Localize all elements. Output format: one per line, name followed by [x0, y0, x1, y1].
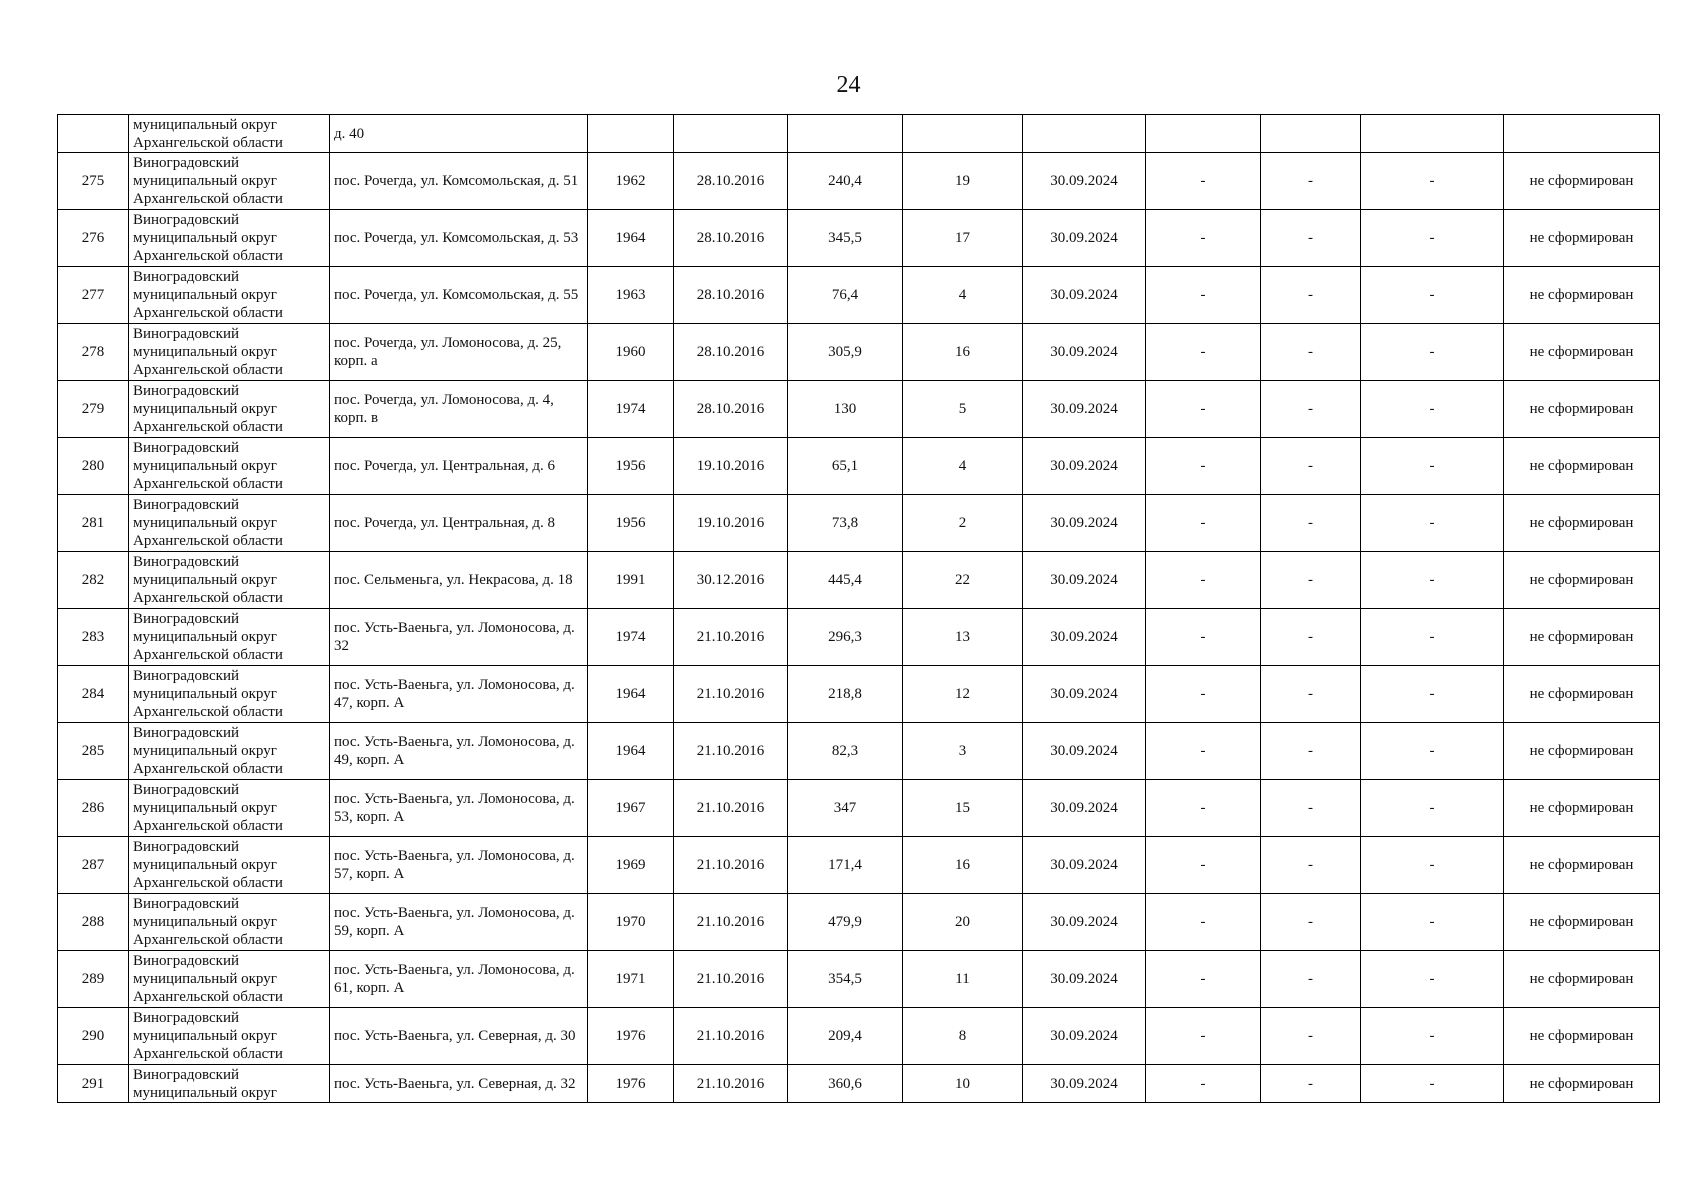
cell-municipality: Виноградовский муниципальный округ Архангельской области	[129, 267, 330, 324]
cell-col2: -	[1261, 324, 1361, 381]
cell-col3: -	[1361, 723, 1504, 780]
cell-area: 218,8	[788, 666, 903, 723]
table-row	[58, 438, 1660, 495]
cell-area: 240,4	[788, 153, 903, 210]
cell-number: 279	[58, 381, 129, 438]
cell-number: 283	[58, 609, 129, 666]
cell-status: не сформирован	[1504, 267, 1660, 324]
cell-year: 1976	[588, 1008, 674, 1065]
cell-date: 21.10.2016	[674, 780, 788, 837]
cell-deadline: 30.09.2024	[1023, 210, 1146, 267]
cell-year: 1964	[588, 666, 674, 723]
cell-date: 28.10.2016	[674, 153, 788, 210]
cell-municipality: муниципальный округ Архангельской области	[129, 115, 330, 153]
cell-residents: 3	[903, 723, 1023, 780]
cell-address: пос. Усть-Ваеньга, ул. Ломоносова, д. 47, корп. А	[330, 666, 588, 723]
cell-deadline: 30.09.2024	[1023, 894, 1146, 951]
cell-date: 21.10.2016	[674, 723, 788, 780]
cell-status: не сформирован	[1504, 609, 1660, 666]
table-row	[58, 780, 1660, 837]
cell-col1: -	[1146, 951, 1261, 1008]
cell-deadline: 30.09.2024	[1023, 780, 1146, 837]
cell-area: 209,4	[788, 1008, 903, 1065]
cell-col2: -	[1261, 210, 1361, 267]
cell-date: 21.10.2016	[674, 837, 788, 894]
cell-address: пос. Усть-Ваеньга, ул. Ломоносова, д. 49, корп. А	[330, 723, 588, 780]
cell-municipality: Виноградовский муниципальный округ Архангельской области	[129, 837, 330, 894]
cell-year: 1956	[588, 495, 674, 552]
table-row	[58, 609, 1660, 666]
cell-deadline: 30.09.2024	[1023, 837, 1146, 894]
cell-col3: -	[1361, 324, 1504, 381]
cell-year: 1976	[588, 1065, 674, 1103]
cell-year: 1964	[588, 210, 674, 267]
cell-residents: 15	[903, 780, 1023, 837]
cell-col2: -	[1261, 1008, 1361, 1065]
cell-residents: 12	[903, 666, 1023, 723]
cell-status: не сформирован	[1504, 324, 1660, 381]
table-row	[58, 267, 1660, 324]
cell-number: 277	[58, 267, 129, 324]
cell-area: 479,9	[788, 894, 903, 951]
cell-number: 275	[58, 153, 129, 210]
cell-col2	[1261, 115, 1361, 153]
cell-number: 291	[58, 1065, 129, 1103]
cell-residents: 13	[903, 609, 1023, 666]
cell-residents: 10	[903, 1065, 1023, 1103]
cell-residents: 5	[903, 381, 1023, 438]
cell-status: не сформирован	[1504, 1065, 1660, 1103]
cell-address: пос. Усть-Ваеньга, ул. Ломоносова, д. 57, корп. А	[330, 837, 588, 894]
cell-municipality: Виноградовский муниципальный округ Архангельской области	[129, 153, 330, 210]
cell-date: 21.10.2016	[674, 609, 788, 666]
cell-year: 1963	[588, 267, 674, 324]
cell-status: не сформирован	[1504, 552, 1660, 609]
cell-col1: -	[1146, 609, 1261, 666]
cell-col2: -	[1261, 951, 1361, 1008]
cell-deadline: 30.09.2024	[1023, 153, 1146, 210]
cell-col1: -	[1146, 153, 1261, 210]
cell-col2: -	[1261, 837, 1361, 894]
cell-municipality: Виноградовский муниципальный округ Архангельской области	[129, 495, 330, 552]
cell-address: пос. Усть-Ваеньга, ул. Ломоносова, д. 53, корп. А	[330, 780, 588, 837]
cell-status	[1504, 115, 1660, 153]
cell-address: пос. Рочегда, ул. Центральная, д. 8	[330, 495, 588, 552]
cell-col2: -	[1261, 894, 1361, 951]
table-row	[58, 1008, 1660, 1065]
cell-year: 1964	[588, 723, 674, 780]
cell-status: не сформирован	[1504, 1008, 1660, 1065]
cell-municipality: Виноградовский муниципальный округ Архангельской области	[129, 894, 330, 951]
cell-col1: -	[1146, 495, 1261, 552]
cell-area: 65,1	[788, 438, 903, 495]
cell-address: д. 40	[330, 115, 588, 153]
cell-col3: -	[1361, 438, 1504, 495]
cell-deadline: 30.09.2024	[1023, 666, 1146, 723]
table-row	[58, 951, 1660, 1008]
cell-col3: -	[1361, 153, 1504, 210]
cell-deadline	[1023, 115, 1146, 153]
cell-address: пос. Рочегда, ул. Комсомольская, д. 53	[330, 210, 588, 267]
cell-col2: -	[1261, 438, 1361, 495]
cell-col3: -	[1361, 381, 1504, 438]
cell-area: 130	[788, 381, 903, 438]
cell-col1: -	[1146, 438, 1261, 495]
cell-date: 21.10.2016	[674, 951, 788, 1008]
cell-col3: -	[1361, 552, 1504, 609]
cell-address: пос. Рочегда, ул. Комсомольская, д. 55	[330, 267, 588, 324]
cell-status: не сформирован	[1504, 837, 1660, 894]
cell-col3: -	[1361, 210, 1504, 267]
cell-residents: 4	[903, 438, 1023, 495]
cell-residents: 16	[903, 837, 1023, 894]
cell-col1: -	[1146, 324, 1261, 381]
cell-area: 73,8	[788, 495, 903, 552]
cell-number: 280	[58, 438, 129, 495]
cell-number: 282	[58, 552, 129, 609]
cell-year: 1960	[588, 324, 674, 381]
cell-year: 1956	[588, 438, 674, 495]
cell-deadline: 30.09.2024	[1023, 495, 1146, 552]
cell-col1: -	[1146, 552, 1261, 609]
cell-date: 19.10.2016	[674, 495, 788, 552]
table-row	[58, 495, 1660, 552]
cell-col3: -	[1361, 1008, 1504, 1065]
cell-municipality: Виноградовский муниципальный округ Архангельской области	[129, 609, 330, 666]
cell-residents: 2	[903, 495, 1023, 552]
table-row	[58, 666, 1660, 723]
cell-area	[788, 115, 903, 153]
cell-date: 21.10.2016	[674, 666, 788, 723]
cell-year	[588, 115, 674, 153]
cell-col3: -	[1361, 894, 1504, 951]
cell-col2: -	[1261, 267, 1361, 324]
cell-status: не сформирован	[1504, 381, 1660, 438]
cell-area: 445,4	[788, 552, 903, 609]
cell-residents: 4	[903, 267, 1023, 324]
cell-col2: -	[1261, 723, 1361, 780]
table-row	[58, 552, 1660, 609]
cell-area: 360,6	[788, 1065, 903, 1103]
cell-col2: -	[1261, 1065, 1361, 1103]
cell-col1: -	[1146, 723, 1261, 780]
cell-municipality: Виноградовский муниципальный округ Архангельской области	[129, 324, 330, 381]
cell-area: 305,9	[788, 324, 903, 381]
cell-deadline: 30.09.2024	[1023, 1008, 1146, 1065]
cell-col2: -	[1261, 666, 1361, 723]
cell-col1: -	[1146, 210, 1261, 267]
cell-residents: 20	[903, 894, 1023, 951]
cell-col1: -	[1146, 894, 1261, 951]
cell-deadline: 30.09.2024	[1023, 609, 1146, 666]
cell-year: 1974	[588, 381, 674, 438]
cell-number: 289	[58, 951, 129, 1008]
cell-residents: 22	[903, 552, 1023, 609]
cell-residents: 17	[903, 210, 1023, 267]
table-row	[58, 894, 1660, 951]
table-row	[58, 723, 1660, 780]
cell-col1: -	[1146, 666, 1261, 723]
cell-number: 284	[58, 666, 129, 723]
cell-col2: -	[1261, 609, 1361, 666]
table-row	[58, 1065, 1660, 1103]
cell-address: пос. Сельменьга, ул. Некрасова, д. 18	[330, 552, 588, 609]
cell-municipality: Виноградовский муниципальный округ Архангельской области	[129, 210, 330, 267]
cell-address: пос. Усть-Ваеньга, ул. Северная, д. 32	[330, 1065, 588, 1103]
cell-col1: -	[1146, 381, 1261, 438]
cell-status: не сформирован	[1504, 780, 1660, 837]
cell-col3: -	[1361, 837, 1504, 894]
cell-col3	[1361, 115, 1504, 153]
table-row	[58, 324, 1660, 381]
cell-municipality: Виноградовский муниципальный округ Архангельской области	[129, 381, 330, 438]
cell-address: пос. Усть-Ваеньга, ул. Ломоносова, д. 61, корп. А	[330, 951, 588, 1008]
cell-col3: -	[1361, 609, 1504, 666]
cell-number: 285	[58, 723, 129, 780]
cell-status: не сформирован	[1504, 495, 1660, 552]
cell-address: пос. Рочегда, ул. Ломоносова, д. 25, корп. а	[330, 324, 588, 381]
cell-deadline: 30.09.2024	[1023, 1065, 1146, 1103]
cell-date: 21.10.2016	[674, 1065, 788, 1103]
cell-area: 82,3	[788, 723, 903, 780]
cell-col3: -	[1361, 951, 1504, 1008]
cell-residents: 8	[903, 1008, 1023, 1065]
cell-date: 21.10.2016	[674, 1008, 788, 1065]
cell-number	[58, 115, 129, 153]
cell-date: 28.10.2016	[674, 210, 788, 267]
cell-municipality: Виноградовский муниципальный округ Архангельской области	[129, 1008, 330, 1065]
cell-col1	[1146, 115, 1261, 153]
cell-col3: -	[1361, 666, 1504, 723]
cell-date: 28.10.2016	[674, 324, 788, 381]
cell-status: не сформирован	[1504, 153, 1660, 210]
cell-area: 76,4	[788, 267, 903, 324]
housing-registry-table	[57, 114, 1660, 1103]
cell-address: пос. Рочегда, ул. Комсомольская, д. 51	[330, 153, 588, 210]
cell-municipality: Виноградовский муниципальный округ Архангельской области	[129, 438, 330, 495]
cell-status: не сформирован	[1504, 210, 1660, 267]
cell-residents: 11	[903, 951, 1023, 1008]
cell-col3: -	[1361, 1065, 1504, 1103]
cell-area: 296,3	[788, 609, 903, 666]
table-row	[58, 837, 1660, 894]
cell-deadline: 30.09.2024	[1023, 723, 1146, 780]
cell-year: 1974	[588, 609, 674, 666]
cell-residents: 19	[903, 153, 1023, 210]
cell-col3: -	[1361, 495, 1504, 552]
cell-area: 354,5	[788, 951, 903, 1008]
cell-municipality: Виноградовский муниципальный округ	[129, 1065, 330, 1103]
cell-number: 287	[58, 837, 129, 894]
cell-area: 345,5	[788, 210, 903, 267]
cell-year: 1969	[588, 837, 674, 894]
cell-col1: -	[1146, 1065, 1261, 1103]
cell-year: 1971	[588, 951, 674, 1008]
cell-date: 28.10.2016	[674, 267, 788, 324]
cell-municipality: Виноградовский муниципальный округ Архангельской области	[129, 552, 330, 609]
cell-municipality: Виноградовский муниципальный округ Архангельской области	[129, 951, 330, 1008]
cell-status: не сформирован	[1504, 894, 1660, 951]
cell-deadline: 30.09.2024	[1023, 438, 1146, 495]
cell-number: 288	[58, 894, 129, 951]
cell-date: 21.10.2016	[674, 894, 788, 951]
cell-number: 290	[58, 1008, 129, 1065]
cell-deadline: 30.09.2024	[1023, 951, 1146, 1008]
cell-municipality: Виноградовский муниципальный округ Архангельской области	[129, 780, 330, 837]
cell-number: 281	[58, 495, 129, 552]
cell-number: 276	[58, 210, 129, 267]
cell-year: 1962	[588, 153, 674, 210]
cell-address: пос. Усть-Ваеньга, ул. Ломоносова, д. 59, корп. А	[330, 894, 588, 951]
cell-status: не сформирован	[1504, 951, 1660, 1008]
cell-col2: -	[1261, 780, 1361, 837]
cell-date: 28.10.2016	[674, 381, 788, 438]
cell-status: не сформирован	[1504, 723, 1660, 780]
cell-address: пос. Усть-Ваеньга, ул. Северная, д. 30	[330, 1008, 588, 1065]
cell-status: не сформирован	[1504, 666, 1660, 723]
cell-col3: -	[1361, 267, 1504, 324]
table-row	[58, 381, 1660, 438]
table-row-continuation	[58, 115, 1660, 153]
cell-year: 1991	[588, 552, 674, 609]
cell-col1: -	[1146, 780, 1261, 837]
table-row	[58, 153, 1660, 210]
cell-deadline: 30.09.2024	[1023, 324, 1146, 381]
cell-residents	[903, 115, 1023, 153]
cell-deadline: 30.09.2024	[1023, 552, 1146, 609]
cell-municipality: Виноградовский муниципальный округ Архангельской области	[129, 666, 330, 723]
cell-col2: -	[1261, 495, 1361, 552]
cell-area: 347	[788, 780, 903, 837]
cell-deadline: 30.09.2024	[1023, 267, 1146, 324]
cell-col1: -	[1146, 267, 1261, 324]
cell-area: 171,4	[788, 837, 903, 894]
cell-date	[674, 115, 788, 153]
cell-col1: -	[1146, 1008, 1261, 1065]
cell-deadline: 30.09.2024	[1023, 381, 1146, 438]
cell-col1: -	[1146, 837, 1261, 894]
cell-address: пос. Усть-Ваеньга, ул. Ломоносова, д. 32	[330, 609, 588, 666]
cell-year: 1967	[588, 780, 674, 837]
cell-col2: -	[1261, 552, 1361, 609]
cell-year: 1970	[588, 894, 674, 951]
cell-col2: -	[1261, 381, 1361, 438]
cell-address: пос. Рочегда, ул. Ломоносова, д. 4, корп. в	[330, 381, 588, 438]
cell-number: 278	[58, 324, 129, 381]
table-row	[58, 210, 1660, 267]
cell-date: 30.12.2016	[674, 552, 788, 609]
cell-municipality: Виноградовский муниципальный округ Архангельской области	[129, 723, 330, 780]
cell-status: не сформирован	[1504, 438, 1660, 495]
page-number: 24	[836, 72, 861, 98]
cell-col2: -	[1261, 153, 1361, 210]
cell-address: пос. Рочегда, ул. Центральная, д. 6	[330, 438, 588, 495]
cell-col3: -	[1361, 780, 1504, 837]
cell-date: 19.10.2016	[674, 438, 788, 495]
cell-residents: 16	[903, 324, 1023, 381]
cell-number: 286	[58, 780, 129, 837]
